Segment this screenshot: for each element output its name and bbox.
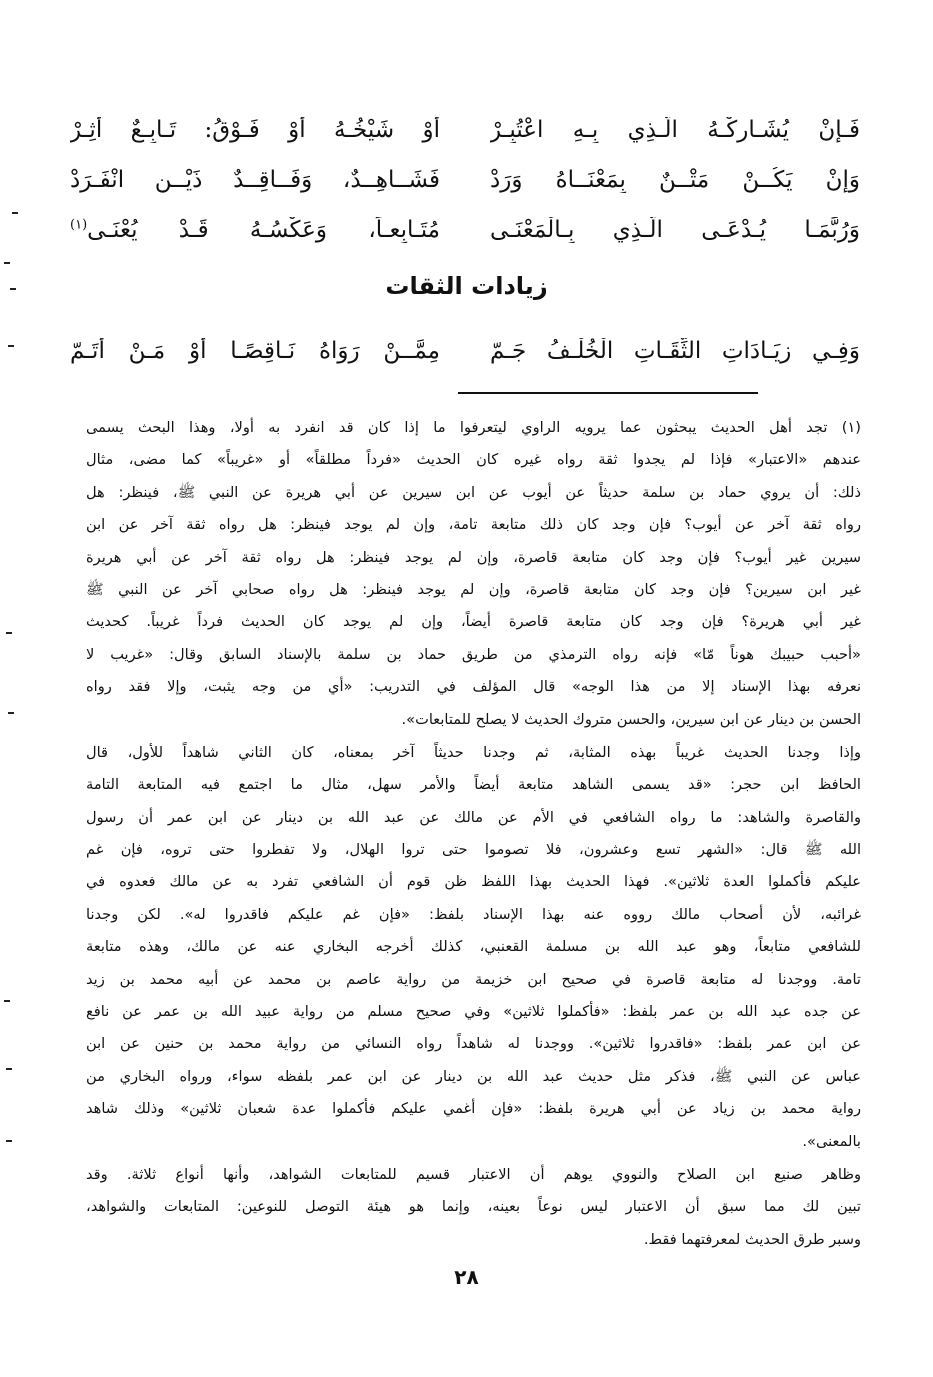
- verse-row-1: [70, 105, 860, 155]
- verse-block-section: [70, 326, 860, 376]
- footnote-line: وإذا وجدنا الحديث غريباً بهذه المثابة، ثم وجدنا حديثاً آخر بمعناه، كان الثاني شاهداً للأول، قال: [86, 743, 861, 761]
- verse-1-first-hemistich: فَـإِنْ يُشَـارِكْـهُ الَّـذِي بِـهِ اعْتُبِـرْ: [490, 117, 860, 143]
- footnote-line: بالمعنى».: [802, 1132, 861, 1150]
- footnote-line: رواه ثقة آخر عن أيوب؟ فإن وجد كان ذلك متابعة تامة، وإن لم يوجد فينظر: هل رواه ثقة آخر عن ابن: [86, 516, 861, 534]
- verse-block-top: [70, 105, 860, 255]
- margin-mark: [4, 262, 10, 264]
- footnote-line: للشافعي متابعاً، وهو عبد الله بن مسلمة القعنبي، كذلك أخرجه البخاري عنه عن مالك، وهذه متابعة: [86, 938, 861, 956]
- footnote-line: عن جده عبد الله بن عمر بلفظ: «فأكملوا ثلاثين» وفي صحيح مسلم من رواية عبيد الله بن عمر عن نافع: [86, 1003, 861, 1021]
- verse-1-second-hemistich: أَوْ شَيْخُـهُ أَوْ فَـوْقُ: تَـابِـعٌ أُثِـرْ: [70, 117, 440, 143]
- verse-3-second-hemistich: [70, 217, 440, 243]
- footnote-line: عن ابن عمر بلفظ: «فاقدروا ثلاثين». ووجدنا له شاهداً رواه النسائي من رواية محمد بن حنين عن ابن: [86, 1035, 861, 1053]
- footnote-line: عليكم فأكملوا العدة ثلاثين». فهذا الحديث بهذا اللفظ ظن قوم أن الشافعي تفرد به عن مالك فعدوه في: [86, 873, 861, 891]
- footnote-line: الحافظ ابن حجر: «قد يسمى الشاهد متابعة أيضاً والأمر سهل، مثال ما اجتمع فيه المتابعة التامة: [86, 776, 861, 794]
- section-verse-second-hemistich: مِمَّــنْ رَوَاهُ نَـاقِصًـا أَوْ مَـنْ أَتَـمّ: [70, 338, 440, 364]
- footnote-paragraph: [86, 737, 861, 1158]
- footnote-line: عباس عن النبي ﷺ، فذكر مثل حديث عبد الله بن دينار عن ابن عمر بلفظه سواء، ورواه البخاري من: [86, 1067, 861, 1085]
- footnote-line: وسبر طرق الحديث لمعرفتهما فقط.: [643, 1230, 861, 1248]
- margin-mark: [12, 212, 18, 214]
- footnote-line: الحسن بن دينار عن ابن سيرين، والحسن متروك الحديث لا يصلح للمتابعات».: [401, 710, 861, 728]
- footnote-line: غرائبه، لأن أصحاب مالك رووه عنه بهذا الإسناد بلفظ: «فإن غم عليكم فاقدروا له». لكن وجدنا: [86, 905, 861, 923]
- verse-row-3: [70, 205, 860, 255]
- footnote-paragraph: [86, 412, 861, 736]
- margin-mark: [10, 288, 16, 290]
- margin-mark: [6, 1140, 12, 1142]
- margin-mark: [6, 632, 12, 634]
- footnote-line: غير ابن سيرين؟ فإن وجد كان متابعة قاصرة، وإن لم يوجد فينظر: هل رواه صحابي آخر عن النبي ﷺ: [86, 580, 861, 598]
- margin-mark: [6, 1068, 12, 1070]
- page-number: ٢٨: [454, 1265, 479, 1289]
- margin-mark: [8, 712, 14, 714]
- footnote-line: نعرفه بهذا الإسناد إلا من هذا الوجه» قال المؤلف في التدريب: «أي من وجه يثبت، وإلا فقد رواه: [86, 678, 861, 696]
- footnote-line: الله ﷺ قال: «الشهر تسع وعشرون، فلا تصوموا حتى تروا الهلال، ولا تفطروا حتى تروه، فإن غم: [86, 841, 861, 859]
- verse-3-first-hemistich: وَرُبَّمَـا يُـدْعَـى الَّـذِي بِـالْمَعْنَـى: [490, 217, 860, 243]
- footnote-marker: (١): [70, 217, 88, 233]
- footnote-paragraph: [86, 1159, 861, 1256]
- verse-2-second-hemistich: فَشَــاهِــدٌ، وَفَــاقِــدٌ ذَيْــنِ انْفَـرَدْ: [70, 167, 440, 193]
- footnote-line: والقاصرة والشاهد: ما رواه الشافعي في الأم عن مالك عن عبد الله بن دينار عن ابن عمر أن رسول: [86, 808, 861, 826]
- footnote-line: تبين لك مما سبق أن الاعتبار ليس نوعاً بعينه، وإنما هو هيئة التوصل للنوعين: المتابعات والشواهد،: [86, 1198, 861, 1216]
- footnote-separator-rule: [458, 392, 758, 394]
- footnote-line: عندهم «الاعتبار» فإذا لم يجدوا ثقة رواه غيره كان الحديث «فرداً مطلقاً» أو «غريباً» كما مضى، مثال: [86, 451, 861, 469]
- footnote-line: غير أبي هريرة؟ فإن وجد كان متابعة قاصرة أيضاً، وإن لم يوجد كان الحديث فرداً غريباً. كحديث: [86, 613, 861, 631]
- footnote-line: ذلك: أن يروي حماد بن سلمة حديثاً عن أيوب عن ابن سيرين عن أبي هريرة عن النبي ﷺ، فينظر: هل: [86, 483, 861, 501]
- footnotes: [86, 412, 861, 1256]
- footnote-line: رواية محمد بن زياد عن أبي هريرة بلفظ: «فإن أغمي عليكم فأكملوا عدة شعبان ثلاثين» وذلك شاهد: [86, 1100, 861, 1118]
- margin-mark: [4, 1000, 10, 1002]
- verse-row-section: [70, 326, 860, 376]
- margin-mark: [8, 345, 14, 347]
- verse-2-first-hemistich: وَإِنْ يَكُــنْ مَتْــنٌ بِمَعْنَــاهُ وَرَدْ: [490, 167, 860, 193]
- footnote-line: تامة. ووجدنا له متابعة قاصرة في صحيح ابن خزيمة من رواية عاصم بن محمد عن أبيه محمد بن زيد: [86, 970, 861, 988]
- verse-3-second-text: مُتَـابِعـاً، وَعَكْسُـهُ قَـدْ يُعْنَـى: [87, 217, 440, 243]
- footnote-line: (١) تجد أهل الحديث يبحثون عما يرويه الراوي ليتعرفوا ما إذا كان قد انفرد به أولا، وهذا البحث يسمى: [86, 419, 861, 436]
- section-verse-first-hemistich: وَفِـي زِيَـادَاتِ الثِّقَـاتِ الْخُلْـفُ جَـمّ: [490, 338, 860, 364]
- section-title: زيادات الثقات: [385, 272, 548, 300]
- footnote-line: «أحبب حبيبك هوناً مّا» فإنه رواه الترمذي من طريق حماد بن سلمة بالإسناد السابق وقال: «غريب لا: [86, 645, 861, 663]
- footnote-line: وظاهر صنيع ابن الصلاح والنووي يوهم أن الاعتبار قسيم للمتابعات الشواهد، وأنها أنواع ثلاثة. وقد: [86, 1165, 861, 1183]
- footnote-line: سيرين غير أيوب؟ فإن وجد كان متابعة قاصرة، وإن لم يوجد فينظر: هل رواه ثقة آخر عن أبي هريرة: [86, 548, 861, 566]
- verse-row-2: [70, 155, 860, 205]
